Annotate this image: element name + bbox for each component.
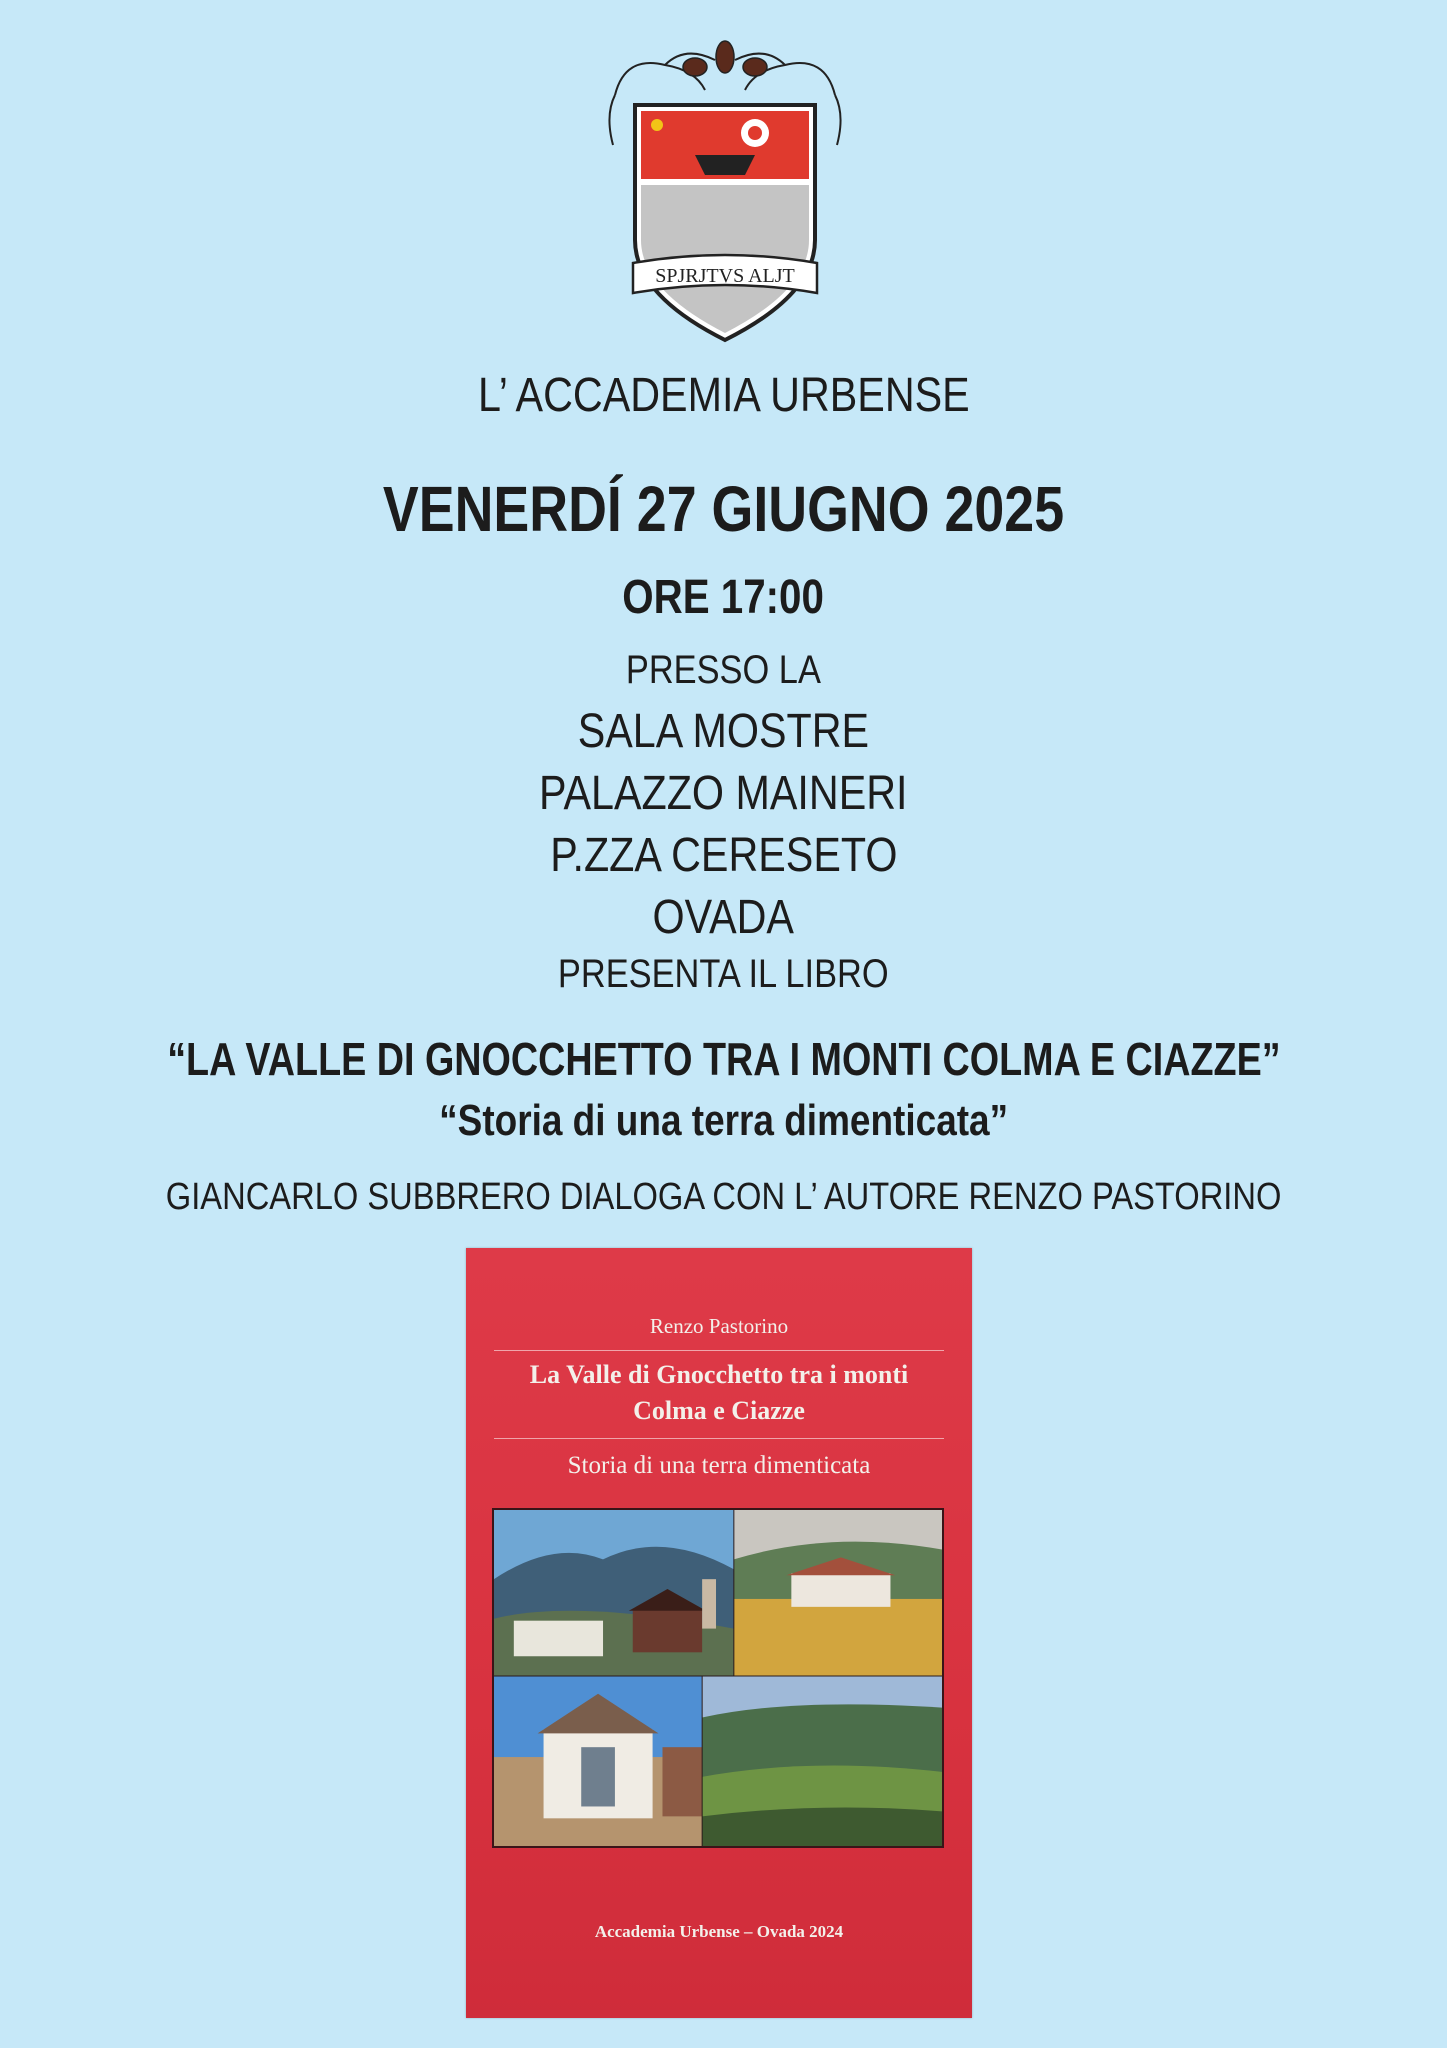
organization-name: L’ ACCADEMIA URBENSE bbox=[477, 369, 970, 422]
cover-divider bbox=[494, 1438, 944, 1439]
book-title-heading: “LA VALLE DI GNOCCHETTO TRA I MONTI COLMA E CIAZZE” bbox=[166, 1033, 1281, 1085]
crest-logo bbox=[605, 35, 845, 355]
dialogue-line: GIANCARLO SUBBRERO DIALOGA CON L’ AUTORE RENZO PASTORINO bbox=[165, 1176, 1282, 1218]
venue-line: PALAZZO MAINERI bbox=[539, 767, 908, 820]
crest-motto: SPJRJTVS ALJT bbox=[655, 265, 795, 287]
book-subtitle-heading: “Storia di una terra dimenticata” bbox=[439, 1096, 1008, 1145]
event-date: VENERDÍ 27 GIUGNO 2025 bbox=[382, 473, 1065, 545]
presents-label: PRESENTA IL LIBRO bbox=[558, 952, 889, 996]
cover-photo-collage bbox=[492, 1508, 944, 1848]
book-title-line: La Valle di Gnocchetto tra i monti bbox=[529, 1360, 909, 1389]
cover-divider bbox=[494, 1350, 944, 1351]
book-title-line: Colma e Ciazze bbox=[633, 1396, 805, 1425]
venue-line: OVADA bbox=[652, 891, 795, 944]
book-subtitle: Storia di una terra dimenticata bbox=[567, 1452, 871, 1479]
venue-line: P.ZZA CERESETO bbox=[549, 829, 898, 882]
book-cover-image bbox=[466, 1248, 972, 2018]
book-publisher: Accademia Urbense – Ovada 2024 bbox=[594, 1922, 844, 1941]
venue-intro: PRESSO LA bbox=[625, 648, 822, 692]
venue-line: SALA MOSTRE bbox=[577, 705, 870, 758]
event-time: ORE 17:00 bbox=[622, 571, 825, 624]
book-author: Renzo Pastorino bbox=[649, 1314, 789, 1338]
